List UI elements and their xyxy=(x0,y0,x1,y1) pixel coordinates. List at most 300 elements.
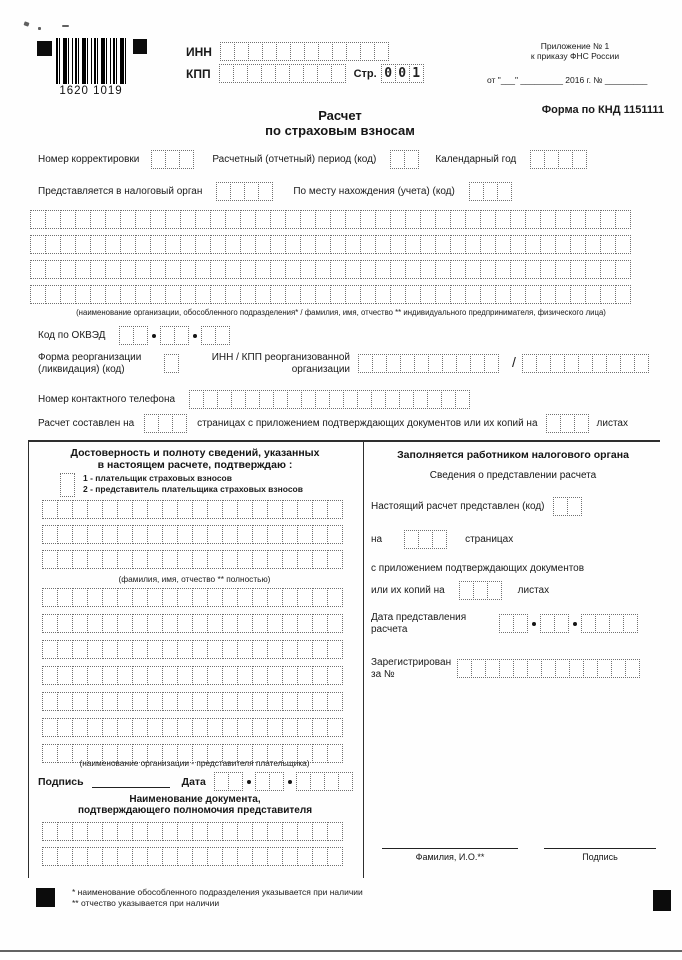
char-cell[interactable] xyxy=(390,285,406,304)
char-cell[interactable] xyxy=(147,718,163,737)
char-cell[interactable] xyxy=(499,659,514,678)
char-cell[interactable] xyxy=(147,847,163,866)
char-cell[interactable] xyxy=(329,390,344,409)
char-cell[interactable] xyxy=(90,235,106,254)
char-cell[interactable] xyxy=(255,772,270,791)
char-cell[interactable] xyxy=(203,390,218,409)
char-cell[interactable] xyxy=(30,235,46,254)
char-cell[interactable] xyxy=(222,718,238,737)
char-cell[interactable] xyxy=(57,666,73,685)
char-cell[interactable] xyxy=(330,260,346,279)
char-cell[interactable] xyxy=(42,847,58,866)
char-cell[interactable] xyxy=(192,550,208,569)
char-cell[interactable] xyxy=(327,718,343,737)
char-cell[interactable] xyxy=(345,210,361,229)
date-year-cells[interactable] xyxy=(296,772,353,791)
char-cell[interactable] xyxy=(469,182,484,201)
char-cell[interactable] xyxy=(267,588,283,607)
char-cell[interactable] xyxy=(162,640,178,659)
char-cell[interactable] xyxy=(230,182,245,201)
char-cell[interactable] xyxy=(343,390,358,409)
char-cell[interactable] xyxy=(135,210,151,229)
char-cell[interactable] xyxy=(312,847,328,866)
char-cell[interactable] xyxy=(485,659,500,678)
char-cell[interactable] xyxy=(267,666,283,685)
char-cell[interactable] xyxy=(331,64,346,83)
char-cell[interactable] xyxy=(162,822,178,841)
char-cell[interactable] xyxy=(465,235,481,254)
char-cell[interactable] xyxy=(385,390,400,409)
char-cell[interactable] xyxy=(30,210,46,229)
char-cell[interactable] xyxy=(57,692,73,711)
char-cell[interactable] xyxy=(177,847,193,866)
char-cell[interactable] xyxy=(625,659,640,678)
char-cell[interactable] xyxy=(480,285,496,304)
char-cell[interactable] xyxy=(165,260,181,279)
char-cell[interactable] xyxy=(192,588,208,607)
char-cell[interactable] xyxy=(525,285,541,304)
char-cell[interactable] xyxy=(237,847,253,866)
char-cell[interactable] xyxy=(234,42,249,61)
char-cell[interactable] xyxy=(72,822,88,841)
char-cell[interactable] xyxy=(195,235,211,254)
char-cell[interactable] xyxy=(297,847,313,866)
char-cell[interactable] xyxy=(327,614,343,633)
char-cell[interactable]: 0 xyxy=(381,64,396,83)
char-cell[interactable] xyxy=(255,285,271,304)
char-cell[interactable] xyxy=(315,210,331,229)
char-cell[interactable] xyxy=(480,235,496,254)
char-cell[interactable] xyxy=(150,260,166,279)
char-cell[interactable] xyxy=(564,354,579,373)
char-cell[interactable] xyxy=(267,692,283,711)
char-cell[interactable] xyxy=(207,614,223,633)
char-cell[interactable] xyxy=(592,354,607,373)
char-cell[interactable] xyxy=(177,614,193,633)
tax-date-year-cells[interactable] xyxy=(581,614,638,633)
char-cell[interactable] xyxy=(300,285,316,304)
okved-cells-3[interactable] xyxy=(201,326,230,345)
char-cell[interactable] xyxy=(237,666,253,685)
char-cell[interactable] xyxy=(220,42,235,61)
char-cell[interactable] xyxy=(42,588,58,607)
char-cell[interactable] xyxy=(371,390,386,409)
char-cell[interactable] xyxy=(87,500,103,519)
char-cell[interactable] xyxy=(258,182,273,201)
char-cell[interactable] xyxy=(606,354,621,373)
okved-cells-1[interactable] xyxy=(119,326,148,345)
char-cell[interactable] xyxy=(207,822,223,841)
char-cell[interactable] xyxy=(42,822,58,841)
char-cell[interactable] xyxy=(615,210,631,229)
char-cell[interactable] xyxy=(57,500,73,519)
char-cell[interactable] xyxy=(267,718,283,737)
char-cell[interactable] xyxy=(450,260,466,279)
char-cell[interactable] xyxy=(510,260,526,279)
char-cell[interactable] xyxy=(585,210,601,229)
char-cell[interactable] xyxy=(525,210,541,229)
char-cell[interactable] xyxy=(87,666,103,685)
char-cell[interactable] xyxy=(312,822,328,841)
char-cell[interactable] xyxy=(544,150,559,169)
char-cell[interactable] xyxy=(42,718,58,737)
char-cell[interactable] xyxy=(102,847,118,866)
char-cell[interactable] xyxy=(360,210,376,229)
reorg-kpp-cells[interactable] xyxy=(522,354,649,373)
char-cell[interactable] xyxy=(195,210,211,229)
char-cell[interactable] xyxy=(297,525,313,544)
char-cell[interactable] xyxy=(177,640,193,659)
char-cell[interactable] xyxy=(510,285,526,304)
char-cell[interactable] xyxy=(327,550,343,569)
char-cell[interactable] xyxy=(375,235,391,254)
char-cell[interactable] xyxy=(177,666,193,685)
char-cell[interactable] xyxy=(90,285,106,304)
char-cell[interactable] xyxy=(404,530,419,549)
char-cell[interactable] xyxy=(450,210,466,229)
char-cell[interactable] xyxy=(132,550,148,569)
char-cell[interactable] xyxy=(30,285,46,304)
char-cell[interactable] xyxy=(228,772,243,791)
char-cell[interactable] xyxy=(117,525,133,544)
char-cell[interactable] xyxy=(480,260,496,279)
char-cell[interactable] xyxy=(240,210,256,229)
char-cell[interactable] xyxy=(315,285,331,304)
char-cell[interactable] xyxy=(57,640,73,659)
char-cell[interactable] xyxy=(57,822,73,841)
tax-worker-sign-line[interactable] xyxy=(544,836,656,849)
char-cell[interactable] xyxy=(487,581,502,600)
char-cell[interactable] xyxy=(560,414,575,433)
char-cell[interactable] xyxy=(327,666,343,685)
char-cell[interactable] xyxy=(252,666,268,685)
char-cell[interactable] xyxy=(360,260,376,279)
char-cell[interactable] xyxy=(312,588,328,607)
char-cell[interactable] xyxy=(105,235,121,254)
char-cell[interactable] xyxy=(87,550,103,569)
char-cell[interactable] xyxy=(117,666,133,685)
char-cell[interactable] xyxy=(222,847,238,866)
char-cell[interactable] xyxy=(558,150,573,169)
char-cell[interactable] xyxy=(282,640,298,659)
char-cell[interactable] xyxy=(497,182,512,201)
char-cell[interactable] xyxy=(327,525,343,544)
char-cell[interactable] xyxy=(267,500,283,519)
char-cell[interactable] xyxy=(310,772,325,791)
char-cell[interactable] xyxy=(247,64,262,83)
char-cell[interactable] xyxy=(105,210,121,229)
reorg-form-cells[interactable] xyxy=(164,354,179,373)
char-cell[interactable] xyxy=(282,718,298,737)
char-cell[interactable] xyxy=(42,550,58,569)
char-cell[interactable] xyxy=(87,614,103,633)
char-cell[interactable] xyxy=(60,473,75,497)
char-cell[interactable] xyxy=(301,390,316,409)
char-cell[interactable] xyxy=(374,42,389,61)
char-cell[interactable] xyxy=(285,210,301,229)
char-cell[interactable] xyxy=(270,260,286,279)
char-cell[interactable] xyxy=(207,640,223,659)
char-cell[interactable] xyxy=(117,588,133,607)
char-cell[interactable] xyxy=(132,500,148,519)
char-cell[interactable] xyxy=(57,718,73,737)
char-cell[interactable] xyxy=(75,285,91,304)
char-cell[interactable] xyxy=(386,354,401,373)
char-cell[interactable] xyxy=(413,390,428,409)
char-cell[interactable] xyxy=(312,614,328,633)
char-cell[interactable] xyxy=(105,285,121,304)
tax-sheets-cells[interactable] xyxy=(459,581,502,600)
char-cell[interactable] xyxy=(330,210,346,229)
char-cell[interactable] xyxy=(57,614,73,633)
okved-cells-2[interactable] xyxy=(160,326,189,345)
char-cell[interactable] xyxy=(255,260,271,279)
char-cell[interactable] xyxy=(162,500,178,519)
char-cell[interactable] xyxy=(57,588,73,607)
char-cell[interactable] xyxy=(470,354,485,373)
char-cell[interactable] xyxy=(189,390,204,409)
char-cell[interactable] xyxy=(252,500,268,519)
char-cell[interactable] xyxy=(442,354,457,373)
phone-cells[interactable] xyxy=(189,390,470,409)
char-cell[interactable] xyxy=(252,588,268,607)
char-cell[interactable] xyxy=(290,42,305,61)
char-cell[interactable] xyxy=(102,550,118,569)
char-cell[interactable] xyxy=(615,260,631,279)
char-cell[interactable] xyxy=(172,414,187,433)
char-cell[interactable] xyxy=(87,640,103,659)
char-cell[interactable] xyxy=(192,640,208,659)
char-cell[interactable] xyxy=(585,260,601,279)
char-cell[interactable]: 1 xyxy=(409,64,424,83)
char-cell[interactable] xyxy=(300,235,316,254)
char-cell[interactable] xyxy=(237,822,253,841)
location-cells[interactable] xyxy=(469,182,512,201)
char-cell[interactable] xyxy=(162,666,178,685)
char-cell[interactable] xyxy=(180,285,196,304)
char-cell[interactable] xyxy=(225,235,241,254)
char-cell[interactable] xyxy=(87,692,103,711)
date-month-cells[interactable] xyxy=(255,772,284,791)
char-cell[interactable] xyxy=(147,666,163,685)
char-cell[interactable] xyxy=(87,822,103,841)
char-cell[interactable] xyxy=(222,525,238,544)
char-cell[interactable] xyxy=(192,718,208,737)
char-cell[interactable] xyxy=(60,235,76,254)
submitted-code-cells[interactable] xyxy=(553,497,582,516)
char-cell[interactable] xyxy=(162,525,178,544)
char-cell[interactable] xyxy=(237,550,253,569)
tax-date-day-cells[interactable] xyxy=(499,614,528,633)
char-cell[interactable] xyxy=(117,550,133,569)
char-cell[interactable] xyxy=(540,285,556,304)
char-cell[interactable] xyxy=(327,847,343,866)
char-cell[interactable] xyxy=(615,285,631,304)
char-cell[interactable] xyxy=(255,210,271,229)
char-cell[interactable] xyxy=(312,692,328,711)
char-cell[interactable] xyxy=(282,614,298,633)
char-cell[interactable] xyxy=(252,822,268,841)
char-cell[interactable] xyxy=(45,285,61,304)
char-cell[interactable] xyxy=(553,497,568,516)
char-cell[interactable] xyxy=(102,500,118,519)
char-cell[interactable] xyxy=(195,260,211,279)
char-cell[interactable] xyxy=(177,822,193,841)
char-cell[interactable] xyxy=(244,182,259,201)
char-cell[interactable] xyxy=(297,640,313,659)
char-cell[interactable] xyxy=(270,210,286,229)
char-cell[interactable] xyxy=(405,235,421,254)
char-cell[interactable] xyxy=(267,847,283,866)
char-cell[interactable] xyxy=(117,692,133,711)
char-cell[interactable] xyxy=(150,235,166,254)
char-cell[interactable] xyxy=(132,588,148,607)
char-cell[interactable] xyxy=(540,235,556,254)
char-cell[interactable] xyxy=(282,822,298,841)
char-cell[interactable] xyxy=(119,326,134,345)
char-cell[interactable] xyxy=(570,235,586,254)
char-cell[interactable] xyxy=(270,235,286,254)
char-cell[interactable] xyxy=(117,718,133,737)
char-cell[interactable] xyxy=(87,847,103,866)
correction-cells[interactable] xyxy=(151,150,194,169)
char-cell[interactable] xyxy=(177,588,193,607)
char-cell[interactable] xyxy=(418,530,433,549)
char-cell[interactable] xyxy=(117,614,133,633)
char-cell[interactable] xyxy=(555,235,571,254)
period-cells[interactable] xyxy=(390,150,419,169)
char-cell[interactable] xyxy=(327,692,343,711)
char-cell[interactable] xyxy=(282,847,298,866)
char-cell[interactable] xyxy=(165,150,180,169)
char-cell[interactable] xyxy=(147,640,163,659)
char-cell[interactable] xyxy=(570,210,586,229)
char-cell[interactable] xyxy=(192,847,208,866)
char-cell[interactable] xyxy=(45,235,61,254)
char-cell[interactable] xyxy=(216,182,231,201)
char-cell[interactable] xyxy=(87,718,103,737)
char-cell[interactable] xyxy=(60,210,76,229)
char-cell[interactable] xyxy=(179,150,194,169)
char-cell[interactable] xyxy=(267,614,283,633)
char-cell[interactable] xyxy=(222,550,238,569)
char-cell[interactable] xyxy=(399,390,414,409)
char-cell[interactable] xyxy=(72,588,88,607)
char-cell[interactable] xyxy=(222,500,238,519)
char-cell[interactable] xyxy=(267,525,283,544)
char-cell[interactable] xyxy=(225,260,241,279)
char-cell[interactable] xyxy=(42,525,58,544)
char-cell[interactable] xyxy=(237,614,253,633)
char-cell[interactable] xyxy=(297,666,313,685)
char-cell[interactable] xyxy=(570,260,586,279)
char-cell[interactable] xyxy=(615,235,631,254)
char-cell[interactable] xyxy=(245,390,260,409)
tax-date-month-cells[interactable] xyxy=(540,614,569,633)
char-cell[interactable] xyxy=(45,260,61,279)
char-cell[interactable] xyxy=(240,235,256,254)
char-cell[interactable] xyxy=(372,354,387,373)
char-cell[interactable] xyxy=(555,260,571,279)
char-cell[interactable] xyxy=(117,822,133,841)
char-cell[interactable] xyxy=(465,260,481,279)
char-cell[interactable] xyxy=(150,285,166,304)
char-cell[interactable] xyxy=(480,210,496,229)
char-cell[interactable] xyxy=(435,285,451,304)
char-cell[interactable] xyxy=(611,659,626,678)
char-cell[interactable] xyxy=(435,235,451,254)
char-cell[interactable] xyxy=(210,260,226,279)
char-cell[interactable] xyxy=(297,550,313,569)
char-cell[interactable] xyxy=(405,210,421,229)
char-cell[interactable] xyxy=(162,614,178,633)
char-cell[interactable] xyxy=(522,354,537,373)
char-cell[interactable] xyxy=(207,718,223,737)
char-cell[interactable] xyxy=(338,772,353,791)
char-cell[interactable] xyxy=(132,822,148,841)
char-cell[interactable] xyxy=(105,260,121,279)
char-cell[interactable] xyxy=(252,847,268,866)
char-cell[interactable] xyxy=(345,260,361,279)
char-cell[interactable] xyxy=(75,260,91,279)
char-cell[interactable] xyxy=(102,614,118,633)
char-cell[interactable] xyxy=(165,235,181,254)
char-cell[interactable] xyxy=(555,285,571,304)
char-cell[interactable] xyxy=(275,64,290,83)
char-cell[interactable] xyxy=(72,847,88,866)
char-cell[interactable] xyxy=(312,718,328,737)
char-cell[interactable] xyxy=(499,614,514,633)
char-cell[interactable] xyxy=(315,260,331,279)
char-cell[interactable] xyxy=(555,210,571,229)
char-cell[interactable] xyxy=(597,659,612,678)
char-cell[interactable] xyxy=(554,614,569,633)
char-cell[interactable] xyxy=(240,285,256,304)
char-cell[interactable] xyxy=(540,614,555,633)
char-cell[interactable] xyxy=(135,285,151,304)
char-cell[interactable] xyxy=(177,525,193,544)
char-cell[interactable] xyxy=(634,354,649,373)
char-cell[interactable] xyxy=(282,588,298,607)
char-cell[interactable] xyxy=(60,260,76,279)
char-cell[interactable] xyxy=(214,772,229,791)
char-cell[interactable] xyxy=(600,210,616,229)
char-cell[interactable] xyxy=(252,692,268,711)
date-day-cells[interactable] xyxy=(214,772,243,791)
char-cell[interactable] xyxy=(219,64,234,83)
char-cell[interactable] xyxy=(267,640,283,659)
char-cell[interactable] xyxy=(465,285,481,304)
char-cell[interactable] xyxy=(207,525,223,544)
char-cell[interactable] xyxy=(297,614,313,633)
char-cell[interactable] xyxy=(132,614,148,633)
char-cell[interactable] xyxy=(262,42,277,61)
confirm-type-cell[interactable] xyxy=(60,473,75,497)
char-cell[interactable] xyxy=(623,614,638,633)
inn-cells[interactable] xyxy=(220,42,389,61)
char-cell[interactable] xyxy=(102,822,118,841)
char-cell[interactable] xyxy=(428,354,443,373)
char-cell[interactable] xyxy=(267,822,283,841)
char-cell[interactable] xyxy=(102,525,118,544)
char-cell[interactable] xyxy=(282,525,298,544)
char-cell[interactable] xyxy=(525,260,541,279)
char-cell[interactable] xyxy=(90,210,106,229)
char-cell[interactable] xyxy=(90,260,106,279)
char-cell[interactable] xyxy=(267,550,283,569)
char-cell[interactable] xyxy=(297,588,313,607)
char-cell[interactable] xyxy=(30,260,46,279)
